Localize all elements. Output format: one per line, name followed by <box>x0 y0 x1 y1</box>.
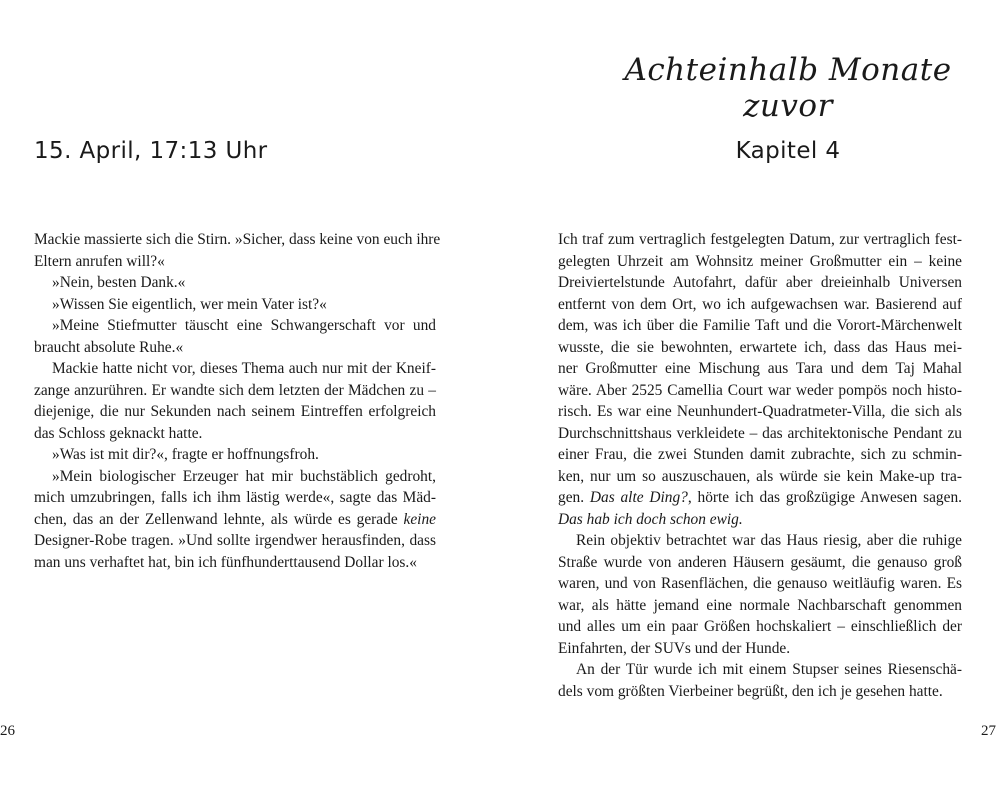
text-line: »Nein, besten Dank.« <box>52 274 186 291</box>
text-line: »Meine Stiefmutter täuscht eine Schwangerschaft vor und <box>52 317 436 334</box>
text-line: war, als hätte jemand eine normale Nachbarschaft genommen <box>558 596 962 614</box>
text-segment: gen. <box>558 489 585 506</box>
text-line: Straße wurde von anderen Häusern gesäumt, die genauso groß <box>558 553 962 571</box>
left-body-text <box>34 229 441 573</box>
text-line: Dreiviertelstunde Autofahrt, dafür aber dreieinhalb Universen <box>558 274 962 291</box>
text-line <box>558 509 962 531</box>
text-line: »Wissen Sie eigentlich, wer mein Vater ist?« <box>52 295 327 313</box>
text-line: gelegten Uhrzeit am Wohnsitz meiner Großmutter ein – keine <box>558 252 962 270</box>
emphasis-text: Das alte Ding? <box>589 489 688 506</box>
text-line: Mackie massierte sich die Stirn. »Sicher, dass keine von euch ihre <box>34 231 441 248</box>
text-line <box>34 509 436 531</box>
text-line: An der Tür wurde ich mit einem Stupser seines Riesenschä- <box>576 661 962 678</box>
text-line: Ich traf zum vertraglich festgelegten Datum, zur vertraglich fest- <box>558 231 962 248</box>
text-line: braucht absolute Ruhe.« <box>34 338 184 356</box>
text-line: dem, was ich über die Familie Taft und die Vorort-Märchenwelt <box>558 317 962 334</box>
right-page <box>500 0 1000 800</box>
text-line: Mackie hatte nicht vor, dieses Thema auch nur mit der Kneif- <box>52 360 436 377</box>
emphasis-text: Das hab ich doch schon ewig. <box>558 510 743 528</box>
text-segment: , hörte ich das großzügige Anwesen sagen. <box>687 489 962 506</box>
text-line: risch. Es war eine Neunhundert-Quadratmeter-Villa, die sich als <box>558 403 962 420</box>
text-line: Durchschnittshaus verkleidete – das architektonische Pendant zu <box>558 424 962 442</box>
text-line: ner Großmutter eine Mischung aus Tara und dem Taj Mahal <box>558 360 962 377</box>
text-line: Eltern anrufen will?« <box>34 252 165 270</box>
text-line: dels vom größten Vierbeiner begrüßt, den ich je gesehen hatte. <box>558 682 943 700</box>
text-line: »Mein biologischer Erzeuger hat mir buchstäblich gedroht, <box>52 467 436 485</box>
text-line: einer Frau, die zwei Stunden damit zubrachte, sich zu schmin- <box>558 446 962 463</box>
text-line: »Was ist mit dir?«, fragte er hoffnungsfroh. <box>52 446 319 463</box>
section-heading: 15. April, 17:13 Uhr <box>34 138 268 164</box>
text-line: wäre. Aber 2525 Camellia Court war weder pompös noch histo- <box>558 381 962 399</box>
emphasis-text: keine <box>403 510 436 528</box>
text-line: man uns verhaftet hat, bin ich fünfhunderttausend Dollar los.« <box>34 553 417 571</box>
chapter-subtitle: Achteinhalb Monate zuvor <box>624 52 952 124</box>
right-body-text <box>558 229 962 702</box>
text-line: Einfahrten, der SUVs und der Hunde. <box>558 639 791 657</box>
text-line <box>558 487 962 509</box>
text-line: zange anzurühren. Er wandte sich dem letzten der Mädchen zu – <box>34 381 436 399</box>
text-line: Designer-Robe tragen. »Und sollte irgendwer herausfinden, dass <box>34 532 436 549</box>
text-line: Rein objektiv betrachtet war das Haus riesig, aber die ruhige <box>576 532 962 549</box>
text-line: mich umzubringen, falls ich ihm lästig werde«, sagte das Mäd- <box>34 489 436 506</box>
text-line: entfernt von dem Ort, wo ich aufgewachsen war. Basierend auf <box>558 295 962 313</box>
page-number: 26 <box>0 723 15 739</box>
page-number: 27 <box>981 723 996 739</box>
text-line: ken, nur um so auszuschauen, als würde sie kein Make-up tra- <box>558 467 962 485</box>
text-segment: chen, das an der Zellenwand lehnte, als würde es gerade <box>34 510 398 528</box>
text-line: das Schloss geknackt hatte. <box>34 424 203 442</box>
text-line: diejenige, die nur Sekunden nach seinem Eintreffen erfolgreich <box>34 403 436 420</box>
text-line: waren, und von Rasenflächen, die genauso weitläufig waren. Es <box>558 575 962 592</box>
text-line: wusste, die sie bewohnten, erwartete ich, dass das Haus mei- <box>558 338 962 356</box>
chapter-heading: Kapitel 4 <box>735 138 841 164</box>
text-line: und alles um ein paar Größen hochskaliert – einschließlich der <box>558 618 962 635</box>
